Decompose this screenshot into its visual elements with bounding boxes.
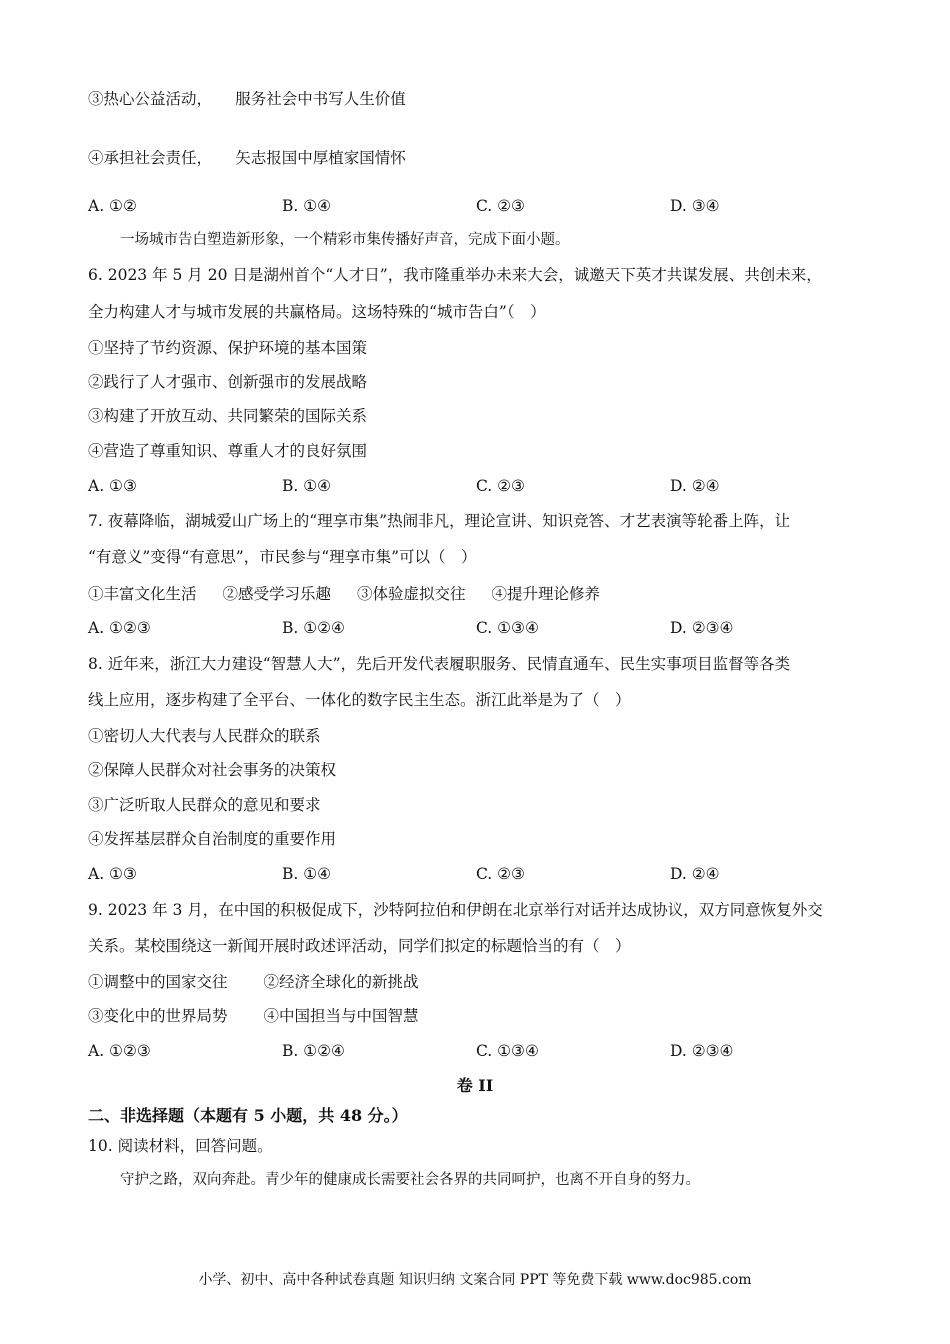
q8-option-a: A. ①③ <box>88 865 137 883</box>
q5-item-4: ④承担社会责任， 矢志报国中厚植家国情怀 <box>88 149 406 167</box>
q7-item-2: ②感受学习乐趣 <box>222 585 332 603</box>
q7-option-d: D. ②③④ <box>670 619 734 637</box>
q7-option-c: C. ①③④ <box>476 619 539 637</box>
q10-material: 守护之路，双向奔赴。青少年的健康成长需要社会各界的共同呵护，也离不开自身的努力。 <box>120 1172 700 1188</box>
q9-items-row-1 <box>88 972 419 992</box>
q7-stem-line-1: 7. 夜幕降临，湖城爱山广场上的“理享市集”热闹非凡，理论宣讲、知识竞答、才艺表演等轮番上阵，让 <box>88 512 791 530</box>
q6-item-2: ②践行了人才强市、创新强市的发展战略 <box>88 373 368 391</box>
section-2-heading: 二、非选择题（本题有 5 小题，共 48 分。） <box>88 1106 408 1125</box>
q6-stem-line-1: 6. 2023 年 5 月 20 日是湖州首个“人才日”，我市隆重举办未来大会，诚邀天下英才共谋发展、共创未来， <box>88 266 822 284</box>
q8-item-3: ③广泛听取人民群众的意见和要求 <box>88 796 321 814</box>
q7-item-3: ③体验虚拟交往 <box>357 585 466 603</box>
q7-option-b: B. ①②④ <box>282 619 345 637</box>
volume-2-heading: 卷 II <box>456 1076 494 1095</box>
q5-option-c: C. ②③ <box>476 197 525 215</box>
q9-option-b: B. ①②④ <box>282 1042 345 1060</box>
q9-option-a: A. ①②③ <box>88 1042 151 1060</box>
q7-items <box>88 584 600 604</box>
q6-option-a: A. ①③ <box>88 477 137 495</box>
q9-item-4: ④中国担当与中国智慧 <box>263 1007 419 1025</box>
q8-item-1: ①密切人大代表与人民群众的联系 <box>88 727 321 745</box>
q8-item-2: ②保障人民群众对社会事务的决策权 <box>88 761 337 779</box>
q5-option-d: D. ③④ <box>670 197 720 215</box>
q7-item-1: ①丰富文化生活 <box>88 585 197 603</box>
page-footer: 小学、初中、高中各种试卷真题 知识归纳 文案合同 PPT 等免费下载 www.doc985.com <box>198 1272 752 1288</box>
q5-option-a: A. ①② <box>88 197 137 215</box>
q8-option-c: C. ②③ <box>476 865 525 883</box>
q8-option-d: D. ②④ <box>670 865 720 883</box>
q6-option-b: B. ①④ <box>282 477 332 495</box>
q7-option-a: A. ①②③ <box>88 619 151 637</box>
q6-item-4: ④营造了尊重知识、尊重人才的良好氛围 <box>88 442 368 460</box>
group-intro: 一场城市告白塑造新形象，一个精彩市集传播好声音，完成下面小题。 <box>120 232 570 248</box>
q6-item-1: ①坚持了节约资源、保护环境的基本国策 <box>88 339 368 357</box>
q8-stem-line-2: 线上应用，逐步构建了全平台、一体化的数字民主生态。浙江此举是为了（ ） <box>88 691 631 709</box>
q9-stem-line-1: 9. 2023 年 3 月，在中国的积极促成下，沙特阿拉伯和伊朗在北京举行对话并达成协议，双方同意恢复外交 <box>88 901 823 919</box>
q9-option-c: C. ①③④ <box>476 1042 539 1060</box>
q9-item-3: ③变化中的世界局势 <box>88 1007 228 1025</box>
q6-option-c: C. ②③ <box>476 477 525 495</box>
q8-option-b: B. ①④ <box>282 865 332 883</box>
q9-stem-line-2: 关系。某校围绕这一新闻开展时政述评活动，同学们拟定的标题恰当的有（ ） <box>88 937 631 955</box>
q6-item-3: ③构建了开放互动、共同繁荣的国际关系 <box>88 407 368 425</box>
q9-items-row-2 <box>88 1006 419 1026</box>
q9-item-1: ①调整中的国家交往 <box>88 973 228 991</box>
q5-option-b: B. ①④ <box>282 197 332 215</box>
q7-stem-line-2: “有意义”变得“有意思”，市民参与“理享市集”可以（ ） <box>88 548 477 566</box>
q6-option-d: D. ②④ <box>670 477 720 495</box>
q5-item-3: ③热心公益活动， 服务社会中书写人生价值 <box>88 90 406 108</box>
q8-stem-line-1: 8. 近年来，浙江大力建设“智慧人大”，先后开发代表履职服务、民情直通车、民生实事项目监督等各类 <box>88 655 791 673</box>
q8-item-4: ④发挥基层群众自治制度的重要作用 <box>88 830 337 848</box>
q6-stem-line-2: 全力构建人才与城市发展的共赢格局。这场特殊的“城市告白”（ ） <box>88 303 546 321</box>
q9-option-d: D. ②③④ <box>670 1042 734 1060</box>
q9-item-2: ②经济全球化的新挑战 <box>263 973 419 991</box>
q7-item-4: ④提升理论修养 <box>491 585 601 603</box>
q10-stem: 10. 阅读材料，回答问题。 <box>88 1137 273 1155</box>
